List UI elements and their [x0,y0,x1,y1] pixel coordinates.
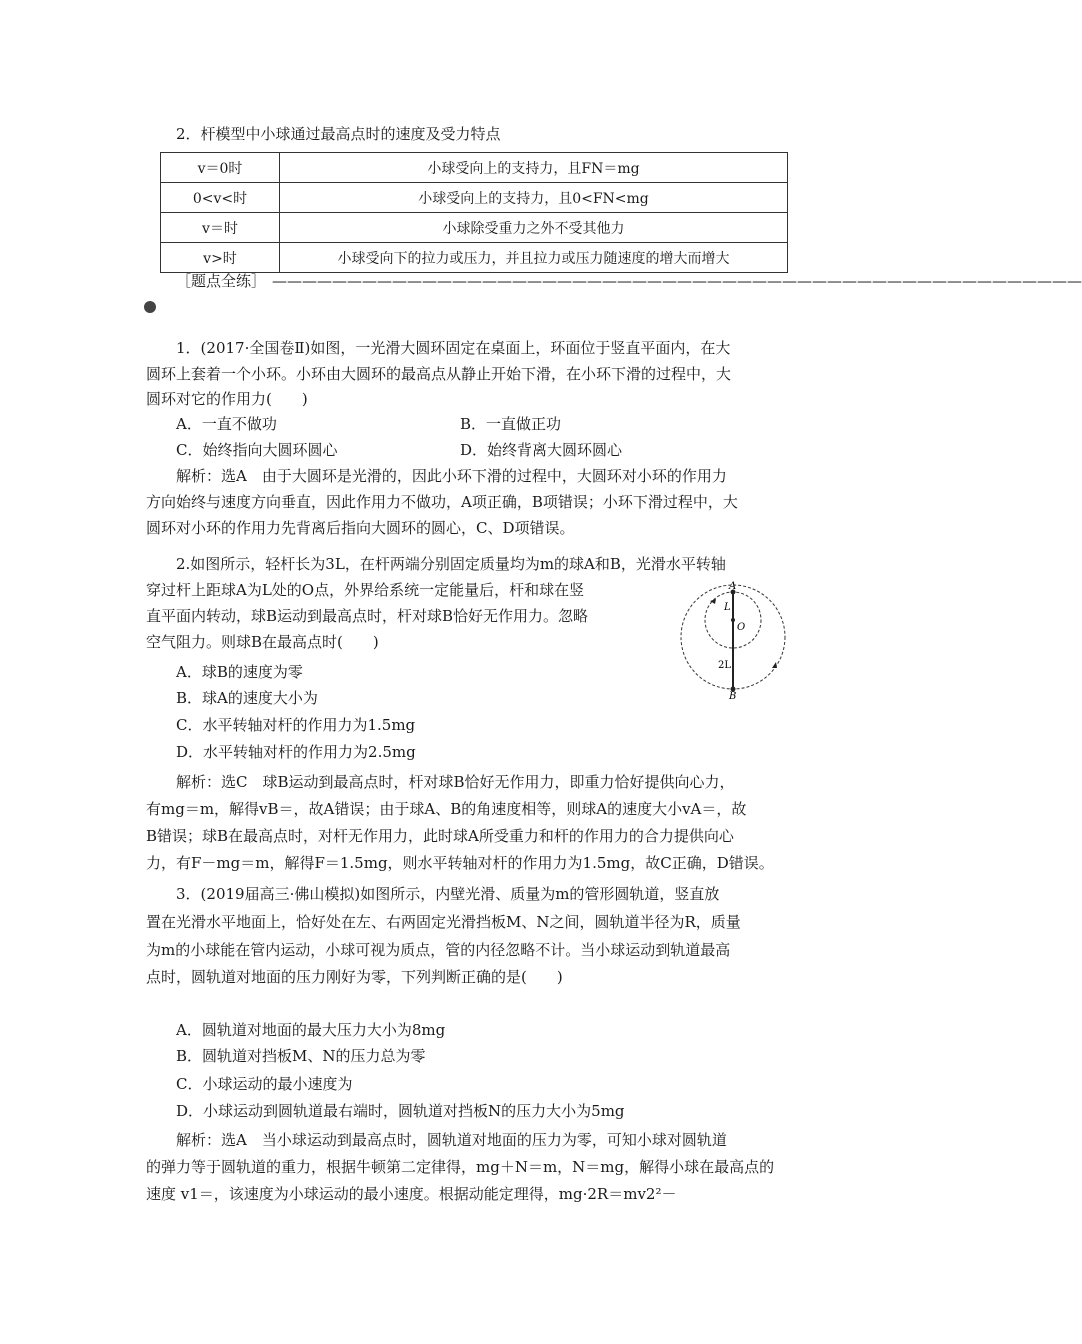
q1-solution-3: 圆环对小环的作用力先背离后指向大圆环的圆心，C、D项错误。 [146,519,575,537]
q2-line-3: 直平面内转动，球B运动到最高点时，杆对球B恰好无作用力。忽略 [146,607,589,625]
q3-solution-3: 速度 v1＝，该速度为小球运动的最小速度。根据动能定理得，mg·2R＝mv2²－ [146,1185,677,1203]
rod-model-table [160,152,788,273]
practice-label: ［题点全练］ [176,272,267,290]
q2-solution-1: 解析：选C 球B运动到最高点时，杆对球B恰好无作用力，即重力恰好提供向心力， [176,773,735,791]
q3-line-4: 点时，圆轨道对地面的压力刚好为零，下列判断正确的是( ) [146,968,563,986]
table-cell-description: 小球受向下的拉力或压力，并且拉力或压力随速度的增大而增大 [280,243,788,273]
table-row [161,183,788,213]
label-a: A [729,581,737,592]
q3-line-2: 置在光滑水平地面上，恰好处在左、右两固定光滑挡板M、N之间，圆轨道半径为R，质量 [146,913,741,931]
table-cell-condition: v＝0时 [161,153,280,183]
q3-option-a: A．圆轨道对地面的最大压力大小为8mg [176,1021,446,1039]
q2-line-1: 2.如图所示，轻杆长为3L，在杆两端分别固定质量均为m的球A和B，光滑水平转轴 [176,555,726,573]
q2-option-c: C．水平转轴对杆的作用力为1.5mg [176,716,416,734]
table-cell-description: 小球受向上的支持力，且0<FN<mg [280,183,788,213]
table-cell-condition: v＝时 [161,213,280,243]
label-2l: 2L [718,660,732,671]
table-row [161,243,788,273]
q1-line-1: 1．(2017·全国卷Ⅱ)如图，一光滑大圆环固定在桌面上，环面位于竖直平面内，在大 [176,339,731,357]
q3-option-b: B．圆轨道对挡板M、N的压力总为零 [176,1047,426,1065]
q2-line-4: 空气阻力。则球B在最高点时( ) [146,633,379,651]
q3-option-c: C．小球运动的最小速度为 [176,1075,353,1093]
label-l: L [724,602,731,613]
q3-line-3: 为m的小球能在管内运动，小球可视为质点，管的内径忽略不计。当小球运动到轨道最高 [146,941,731,959]
table-cell-condition: v>时 [161,243,280,273]
section-title: 2．杆模型中小球通过最高点时的速度及受力特点 [176,125,501,143]
table-row [161,153,788,183]
q3-option-d: D．小球运动到圆轨道最右端时，圆轨道对挡板N的压力大小为5mg [176,1102,625,1120]
q3-solution-2: 的弹力等于圆轨道的重力，根据牛顿第二定律得，mg＋N＝m，N＝mg，解得小球在最高点的 [146,1158,775,1176]
q1-option-b: B．一直做正功 [460,415,562,433]
q2-solution-4: 力，有F－mg＝m，解得F＝1.5mg，则水平转轴对杆的作用力为1.5mg，故C正确，D错误。 [146,854,774,872]
arrow-outer-icon [772,662,777,668]
q1-solution-2: 方向始终与速度方向垂直，因此作用力不做功，A项正确，B项错误；小环下滑过程中，大 [146,493,738,511]
q1-line-2: 圆环上套着一个小环。小环由大圆环的最高点从静止开始下滑，在小环下滑的过程中，大 [146,365,732,383]
q2-option-b: B．球A的速度大小为 [176,689,318,707]
q3-line-1: 3．(2019届高三·佛山模拟)如图所示，内壁光滑、质量为m的管形圆轨道，竖直放 [176,885,720,903]
q2-option-a: A．球B的速度为零 [176,663,303,681]
q1-option-a: A．一直不做功 [176,415,277,433]
table-row [161,213,788,243]
q2-option-d: D．水平转轴对杆的作用力为2.5mg [176,743,416,761]
q2-solution-2: 有mg＝m，解得vB＝，故A错误；由于球A、B的角速度相等，则球A的速度大小vA＝，故 [146,800,747,818]
rotating-rod-diagram [676,582,796,700]
table-cell-description: 小球受向上的支持力，且FN＝mg [280,153,788,183]
q1-option-d: D．始终背离大圆环圆心 [460,441,623,459]
bullet-dot-icon [144,301,156,313]
q1-option-c: C．始终指向大圆环圆心 [176,441,338,459]
q2-line-2: 穿过杆上距球A为L处的O点，外界给系统一定能量后，杆和球在竖 [146,581,585,599]
table-cell-condition: 0<v<时 [161,183,280,213]
pivot-o-dot [731,618,735,622]
divider-dashes: —————————————————————————————————————————————————————— [272,272,1082,290]
label-o: O [737,622,746,633]
label-b: B [729,691,737,702]
q2-solution-3: B错误；球B在最高点时，对杆无作用力，此时球A所受重力和杆的作用力的合力提供向心 [146,827,734,845]
q3-solution-1: 解析：选A 当小球运动到最高点时，圆轨道对地面的压力为零，可知小球对圆轨道 [176,1131,727,1149]
q1-solution-1: 解析：选A 由于大圆环是光滑的，因此小环下滑的过程中，大圆环对小环的作用力 [176,467,727,485]
table-cell-description: 小球除受重力之外不受其他力 [280,213,788,243]
q1-line-3: 圆环对它的作用力( ) [146,390,308,408]
